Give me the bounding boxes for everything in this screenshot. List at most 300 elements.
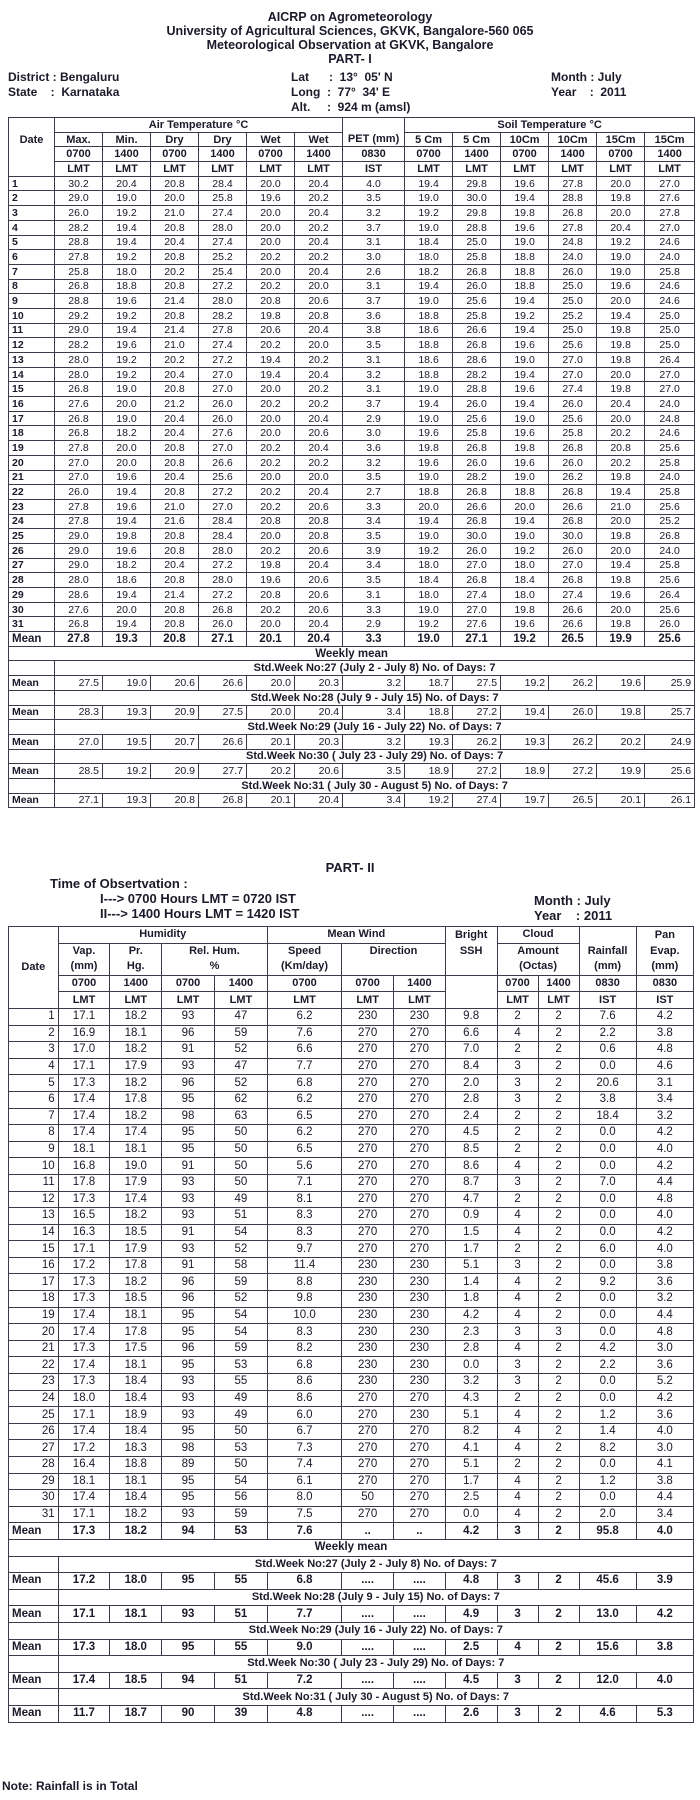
- value-cell: 20.6: [247, 323, 295, 338]
- value-cell: 26.6: [453, 323, 501, 338]
- value-cell: 20.2: [151, 353, 199, 368]
- value-cell: 52: [214, 1075, 267, 1092]
- value-cell: 18.4: [110, 1490, 162, 1507]
- value-cell: 20.0: [597, 411, 645, 426]
- week-mean-value: 3.2: [343, 734, 405, 749]
- week-mean-value: 4.9: [445, 1606, 497, 1623]
- week-mean-value: 5.3: [636, 1705, 693, 1722]
- value-cell: 18.4: [501, 573, 549, 588]
- value-cell: 6.8: [267, 1075, 341, 1092]
- value-cell: 26.6: [199, 455, 247, 470]
- week-mean-value: 20.4: [295, 793, 343, 808]
- value-cell: 18.8: [103, 279, 151, 294]
- week-mean-value: 3.2: [343, 676, 405, 691]
- table-row: [9, 250, 695, 265]
- header-row: [9, 147, 695, 162]
- value-cell: 19.4: [103, 514, 151, 529]
- value-cell: 19.6: [103, 338, 151, 353]
- value-cell: 20.4: [151, 470, 199, 485]
- value-cell: 18.8: [405, 308, 453, 323]
- value-cell: 26.8: [549, 514, 597, 529]
- week-mean-value: 20.1: [247, 734, 295, 749]
- value-cell: 3.7: [343, 397, 405, 412]
- date-cell: 26: [9, 543, 55, 558]
- value-cell: 19.8: [597, 191, 645, 206]
- value-cell: 19.2: [405, 206, 453, 221]
- mean-value: 18.2: [110, 1523, 162, 1540]
- week-mean-value: 4.8: [445, 1573, 497, 1590]
- header-blank: [9, 749, 55, 764]
- time-header: 0700: [597, 147, 645, 162]
- value-cell: 270: [394, 1025, 446, 1042]
- value-cell: 26.0: [549, 397, 597, 412]
- week-mean-value: ....: [342, 1573, 394, 1590]
- value-cell: 19.6: [501, 426, 549, 441]
- value-cell: 4.2: [636, 1390, 693, 1407]
- value-cell: 270: [342, 1042, 394, 1059]
- value-cell: 17.8: [110, 1091, 162, 1108]
- header-blank: [9, 975, 59, 992]
- table-row: [9, 455, 695, 470]
- value-cell: 270: [394, 1174, 446, 1191]
- value-cell: 27.8: [199, 323, 247, 338]
- date-cell: 1: [9, 1008, 59, 1025]
- value-cell: 20.0: [405, 499, 453, 514]
- value-cell: 0.0: [579, 1490, 636, 1507]
- value-cell: 26.0: [645, 617, 695, 632]
- value-cell: 8.1: [267, 1191, 341, 1208]
- week-mean-value: 7.2: [267, 1672, 341, 1689]
- value-cell: 21.0: [151, 338, 199, 353]
- value-cell: 54: [214, 1224, 267, 1241]
- value-cell: 20.0: [247, 382, 295, 397]
- value-cell: 20.2: [295, 191, 343, 206]
- value-cell: 18.1: [58, 1141, 110, 1158]
- pr-header: Pr.: [110, 943, 162, 959]
- value-cell: 20.4: [295, 235, 343, 250]
- week-mean-value: 27.0: [55, 734, 103, 749]
- value-cell: 25.0: [645, 338, 695, 353]
- value-cell: 2: [538, 1340, 579, 1357]
- value-cell: 26.8: [453, 338, 501, 353]
- week-mean-value: 26.8: [199, 793, 247, 808]
- value-cell: 20.4: [295, 441, 343, 456]
- table-row: [9, 338, 695, 353]
- value-cell: 28.8: [55, 235, 103, 250]
- value-cell: 19.4: [405, 279, 453, 294]
- value-cell: 2: [538, 1241, 579, 1258]
- value-cell: 19.0: [405, 220, 453, 235]
- week-mean-value: 18.7: [110, 1705, 162, 1722]
- unit-header: LMT: [103, 162, 151, 177]
- week-mean-value: 26.1: [645, 793, 695, 808]
- header-blank: [9, 1656, 59, 1673]
- week-mean-value: 19.9: [597, 764, 645, 779]
- week-mean-value: ....: [342, 1606, 394, 1623]
- date-cell: 13: [9, 1208, 59, 1225]
- value-cell: 0.0: [579, 1291, 636, 1308]
- value-cell: 29.8: [453, 206, 501, 221]
- value-cell: 19.0: [405, 191, 453, 206]
- mean-wind-header: Mean Wind: [267, 927, 445, 944]
- value-cell: 270: [342, 1141, 394, 1158]
- value-cell: 20.8: [151, 602, 199, 617]
- value-cell: 18.8: [501, 279, 549, 294]
- value-cell: 18.6: [405, 323, 453, 338]
- header-blank: [445, 975, 497, 992]
- unit-header: LMT: [162, 992, 215, 1009]
- std-week-title: Std.Week No:28 (July 9 - July 15) No. of Days: 7: [58, 1589, 693, 1606]
- value-cell: 26.8: [199, 602, 247, 617]
- mean-value: 27.1: [199, 632, 247, 647]
- value-cell: 3: [497, 1374, 538, 1391]
- value-cell: 59: [214, 1025, 267, 1042]
- value-cell: 25.6: [453, 294, 501, 309]
- value-cell: 270: [394, 1440, 446, 1457]
- part2-year-label: Year : 2011: [534, 908, 613, 923]
- value-cell: 3.2: [343, 455, 405, 470]
- value-cell: 270: [342, 1158, 394, 1175]
- value-cell: 9.7: [267, 1241, 341, 1258]
- value-cell: 20.0: [247, 235, 295, 250]
- value-cell: 2: [538, 1075, 579, 1092]
- value-cell: 27.0: [199, 441, 247, 456]
- value-cell: 4: [497, 1291, 538, 1308]
- value-cell: 27.6: [55, 397, 103, 412]
- value-cell: 24.8: [549, 235, 597, 250]
- value-cell: 26.0: [199, 617, 247, 632]
- value-cell: 20.2: [295, 397, 343, 412]
- column-header: Dry: [151, 132, 199, 147]
- unit-header: LMT: [267, 992, 341, 1009]
- value-cell: 3: [497, 1357, 538, 1374]
- week-mean-value: 4.6: [579, 1705, 636, 1722]
- time-header: 1400: [453, 147, 501, 162]
- week-mean-value: 20.3: [295, 676, 343, 691]
- observation-time-1: I---> 0700 Hours LMT = 0720 IST: [100, 891, 296, 906]
- value-cell: 270: [342, 1125, 394, 1142]
- value-cell: 2: [538, 1291, 579, 1308]
- value-cell: 28.4: [199, 529, 247, 544]
- mean-value: 27.8: [55, 632, 103, 647]
- value-cell: 28.0: [199, 543, 247, 558]
- mean-value: 19.2: [501, 632, 549, 647]
- value-cell: 24.0: [645, 470, 695, 485]
- value-cell: 230: [394, 1291, 446, 1308]
- value-cell: 25.8: [453, 426, 501, 441]
- value-cell: 93: [162, 1058, 215, 1075]
- value-cell: 4.2: [636, 1008, 693, 1025]
- week-mean-value: 3.4: [343, 793, 405, 808]
- header-row: [9, 118, 695, 133]
- date-cell: 15: [9, 1241, 59, 1258]
- date-cell: 7: [9, 264, 55, 279]
- value-cell: 270: [342, 1058, 394, 1075]
- value-cell: 19.6: [247, 573, 295, 588]
- date-cell: 2: [9, 191, 55, 206]
- value-cell: 28.4: [199, 514, 247, 529]
- value-cell: 4.6: [636, 1058, 693, 1075]
- value-cell: 19.2: [103, 250, 151, 265]
- value-cell: 19.6: [103, 294, 151, 309]
- week-mean-value: 20.2: [597, 734, 645, 749]
- value-cell: 95: [162, 1141, 215, 1158]
- value-cell: 19.6: [597, 279, 645, 294]
- value-cell: 28.0: [199, 573, 247, 588]
- value-cell: 1.5: [445, 1224, 497, 1241]
- ssh-header: SSH: [445, 943, 497, 959]
- value-cell: 3: [497, 1091, 538, 1108]
- document-header: [0, 10, 700, 66]
- value-cell: 20.0: [103, 441, 151, 456]
- header-blank: [9, 661, 55, 676]
- value-cell: 19.8: [597, 353, 645, 368]
- value-cell: 270: [342, 1191, 394, 1208]
- value-cell: 52: [214, 1241, 267, 1258]
- value-cell: 270: [394, 1058, 446, 1075]
- value-cell: 18.8: [501, 485, 549, 500]
- value-cell: 0.0: [579, 1158, 636, 1175]
- value-cell: 2.8: [445, 1091, 497, 1108]
- week-mean-value: 17.4: [58, 1672, 110, 1689]
- value-cell: 95: [162, 1357, 215, 1374]
- week-mean-value: 3: [497, 1705, 538, 1722]
- header-blank: [9, 778, 55, 793]
- table-row: [9, 1174, 694, 1191]
- value-cell: 30.0: [549, 529, 597, 544]
- pet-header-top: [343, 118, 405, 133]
- value-cell: 17.4: [58, 1423, 110, 1440]
- table-row: [9, 1506, 694, 1523]
- value-cell: 19.4: [405, 514, 453, 529]
- value-cell: 25.0: [645, 323, 695, 338]
- date-header: Date: [9, 132, 55, 147]
- value-cell: 270: [342, 1025, 394, 1042]
- value-cell: 0.0: [579, 1307, 636, 1324]
- value-cell: 27.0: [55, 455, 103, 470]
- value-cell: 270: [342, 1241, 394, 1258]
- table-row: [9, 485, 695, 500]
- value-cell: 20.0: [247, 206, 295, 221]
- week-mean-value: 18.9: [501, 764, 549, 779]
- value-cell: 2: [497, 1125, 538, 1142]
- value-cell: 19.4: [501, 191, 549, 206]
- value-cell: 4.1: [445, 1440, 497, 1457]
- week-mean-value: 19.3: [405, 734, 453, 749]
- value-cell: 27.0: [199, 382, 247, 397]
- value-cell: 19.4: [247, 353, 295, 368]
- table-row: [9, 1141, 694, 1158]
- value-cell: 26.8: [549, 206, 597, 221]
- value-cell: 27.2: [199, 485, 247, 500]
- value-cell: 0.6: [579, 1042, 636, 1059]
- value-cell: 0.0: [579, 1324, 636, 1341]
- date-cell: 4: [9, 220, 55, 235]
- value-cell: 27.8: [549, 220, 597, 235]
- value-cell: 19.4: [501, 397, 549, 412]
- week-mean-value: 19.8: [597, 705, 645, 720]
- value-cell: 8.2: [445, 1423, 497, 1440]
- value-cell: 24.6: [645, 279, 695, 294]
- value-cell: 18.8: [405, 338, 453, 353]
- table-row: [9, 1490, 694, 1507]
- value-cell: 6.2: [267, 1091, 341, 1108]
- value-cell: 96: [162, 1025, 215, 1042]
- week-mean-value: 4.8: [267, 1705, 341, 1722]
- value-cell: 5.6: [267, 1158, 341, 1175]
- value-cell: 20.6: [295, 426, 343, 441]
- value-cell: 7.6: [267, 1025, 341, 1042]
- value-cell: 18.0: [501, 558, 549, 573]
- value-cell: 2: [538, 1158, 579, 1175]
- unit-header: LMT: [501, 162, 549, 177]
- value-cell: 230: [342, 1008, 394, 1025]
- header-blank: [445, 959, 497, 975]
- value-cell: 20.0: [103, 602, 151, 617]
- value-cell: 25.6: [199, 470, 247, 485]
- week-mean-value: 26.2: [549, 734, 597, 749]
- mean-label: Mean: [9, 793, 55, 808]
- value-cell: 19.0: [405, 529, 453, 544]
- week-mean-value: 19.2: [501, 676, 549, 691]
- value-cell: 2: [538, 1390, 579, 1407]
- value-cell: 19.4: [247, 367, 295, 382]
- mean-value: 3: [497, 1523, 538, 1540]
- value-cell: 93: [162, 1174, 215, 1191]
- table-row: [9, 176, 695, 191]
- week-mean-value: 94: [162, 1672, 215, 1689]
- value-cell: 2: [538, 1125, 579, 1142]
- date-cell: 21: [9, 470, 55, 485]
- value-cell: 19.0: [110, 1158, 162, 1175]
- value-cell: 19.8: [103, 529, 151, 544]
- value-cell: 3.8: [636, 1025, 693, 1042]
- value-cell: 27.6: [453, 617, 501, 632]
- value-cell: 18.8: [501, 264, 549, 279]
- table-row: [9, 1091, 694, 1108]
- value-cell: 20.0: [247, 220, 295, 235]
- week-mean-value: 27.5: [55, 676, 103, 691]
- unit-header: LMT: [199, 162, 247, 177]
- value-cell: 17.9: [110, 1174, 162, 1191]
- column-header: Dry: [199, 132, 247, 147]
- table-row: [9, 1208, 694, 1225]
- std-week-mean-row: [9, 1573, 694, 1590]
- value-cell: 27.0: [55, 470, 103, 485]
- value-cell: 4.3: [445, 1390, 497, 1407]
- table-row: [9, 1125, 694, 1142]
- pr-unit: Hg.: [110, 959, 162, 975]
- value-cell: 27.6: [199, 426, 247, 441]
- week-mean-value: 2: [538, 1573, 579, 1590]
- value-cell: 19.2: [501, 543, 549, 558]
- week-mean-value: 18.1: [110, 1606, 162, 1623]
- value-cell: 24.0: [645, 543, 695, 558]
- value-cell: 93: [162, 1208, 215, 1225]
- value-cell: 27.0: [645, 367, 695, 382]
- value-cell: 3.0: [636, 1440, 693, 1457]
- table-row: [9, 573, 695, 588]
- week-mean-value: 26.2: [549, 676, 597, 691]
- value-cell: 27.2: [199, 558, 247, 573]
- std-week-mean-row: [9, 734, 695, 749]
- value-cell: 27.2: [199, 588, 247, 603]
- value-cell: 19.0: [103, 382, 151, 397]
- value-cell: 230: [342, 1357, 394, 1374]
- value-cell: 52: [214, 1291, 267, 1308]
- table-row: [9, 1025, 694, 1042]
- value-cell: 3: [497, 1058, 538, 1075]
- value-cell: 21.4: [151, 588, 199, 603]
- value-cell: 25.8: [199, 191, 247, 206]
- value-cell: 19.4: [597, 485, 645, 500]
- mean-label: Mean: [9, 734, 55, 749]
- value-cell: 2.8: [445, 1340, 497, 1357]
- std-week-title: Std.Week No:27 (July 2 - July 8) No. of Days: 7: [58, 1556, 693, 1573]
- value-cell: 17.3: [58, 1374, 110, 1391]
- value-cell: 2: [538, 1490, 579, 1507]
- value-cell: 26.8: [549, 441, 597, 456]
- week-mean-value: 12.0: [579, 1672, 636, 1689]
- mean-value: 3.3: [343, 632, 405, 647]
- value-cell: 230: [342, 1374, 394, 1391]
- date-cell: 27: [9, 558, 55, 573]
- table-row: [9, 1340, 694, 1357]
- value-cell: 26.8: [549, 485, 597, 500]
- column-header: 10Cm: [549, 132, 597, 147]
- value-cell: 20.8: [295, 308, 343, 323]
- value-cell: 29.2: [55, 308, 103, 323]
- mean-value: 7.6: [267, 1523, 341, 1540]
- value-cell: 7.7: [267, 1058, 341, 1075]
- value-cell: 25.8: [645, 264, 695, 279]
- value-cell: 8.3: [267, 1224, 341, 1241]
- week-mean-value: 2.6: [445, 1705, 497, 1722]
- value-cell: 20.2: [151, 264, 199, 279]
- value-cell: 26.2: [549, 470, 597, 485]
- value-cell: 20.0: [151, 191, 199, 206]
- value-cell: 2.7: [343, 485, 405, 500]
- value-cell: 3.4: [343, 514, 405, 529]
- week-mean-value: 26.2: [453, 734, 501, 749]
- date-cell: 19: [9, 1307, 59, 1324]
- value-cell: 20.4: [295, 485, 343, 500]
- value-cell: 55: [214, 1374, 267, 1391]
- value-cell: 0.0: [579, 1374, 636, 1391]
- week-mean-value: 25.6: [645, 764, 695, 779]
- value-cell: 19.6: [501, 338, 549, 353]
- value-cell: 270: [394, 1091, 446, 1108]
- value-cell: 10.0: [267, 1307, 341, 1324]
- mean-value: 4.2: [445, 1523, 497, 1540]
- std-week-title: Std.Week No:30 ( July 23 - July 29) No. of Days: 7: [55, 749, 695, 764]
- value-cell: 4: [497, 1224, 538, 1241]
- date-cell: 24: [9, 514, 55, 529]
- week-mean-value: 19.0: [103, 676, 151, 691]
- value-cell: 19.2: [501, 308, 549, 323]
- value-cell: 26.0: [55, 206, 103, 221]
- value-cell: 25.0: [453, 235, 501, 250]
- unit-header: LMT: [497, 992, 538, 1009]
- header-row: [9, 992, 694, 1009]
- value-cell: 3.1: [343, 588, 405, 603]
- value-cell: 25.0: [549, 279, 597, 294]
- value-cell: 95: [162, 1490, 215, 1507]
- value-cell: 20.0: [295, 338, 343, 353]
- table-row: [9, 602, 695, 617]
- value-cell: 17.9: [110, 1058, 162, 1075]
- value-cell: 230: [342, 1340, 394, 1357]
